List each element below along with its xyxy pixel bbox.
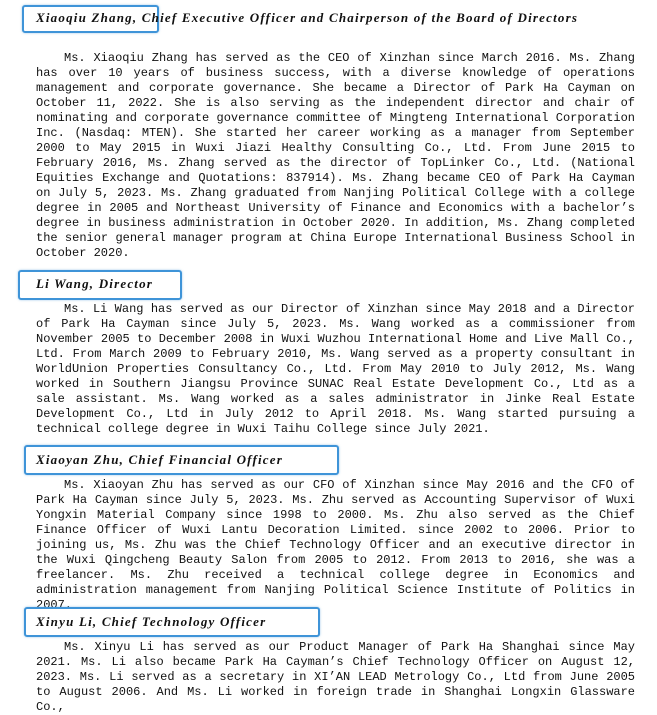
bio-paragraph-li-wang: Ms. Li Wang has served as our Director of Xinzhan since May 2018 and a Director of Park Ha Cayman since July 5, 2023. Ms. Wang worked as a commissioner from November 2005 to December 2008 in Wuxi Wuzhou International Home and Live Mall Co., Ltd. From March 2009 to February 2010, Ms. Wang served as a property consultant in WorldUnion Properties Consultancy Co., Ltd. From May 2010 to July 2012, Ms. Wang worked in Southern Jiangsu Province SUNAC Real Estate Development Co., Ltd as a sale assistant. Ms. Wang worked as a sales administrator in Jinke Real Estate Development Co., Ltd in July 2012 to April 2018. Ms. Wang started pursuing a technical college degree in Wuxi Taihu College since July 2021. [36,302,635,436]
bio-paragraph-xiaoyan-zhu: Ms. Xiaoyan Zhu has served as our CFO of Xinzhan since May 2016 and the CFO of Park Ha Cayman since July 5, 2023. Ms. Zhu served as Accounting Supervisor of Wuxi Yongxin Material Company since 1998 to 2000. Ms. Zhu also served as the Chief Finance Officer of Wuxi Lantu Decoration Limited. since 2002 to 2006. Prior to joining us, Ms. Zhu was the Chief Technology Officer and an executive director in the Wuxi Qingcheng Beauty Salon from 2005 to 2012. From 2013 to 2016, she was a freelancer. Ms. Zhu received a technical college degree in Economics and administration management from Nanjing Political Science Institute of Politics in 2007. [36,478,635,612]
bio-paragraph-xiaoqiu-zhang: Ms. Xiaoqiu Zhang has served as the CEO of Xinzhan since March 2016. Ms. Zhang has over 10 years of business success, with a diverse knowledge of operations management and corporate governance. She became a Director of Park Ha Cayman on October 11, 2022. She is also serving as the independent director and chair of nominating and corporate governance committee of Mingteng International Corporation Inc. (Nasdaq: MTEN). She started her career working as a manager from September 2000 to May 2015 in Wuxi Jiazi Healthy Consulting Co., Ltd. From June 2015 to February 2016, Ms. Zhang served as the director of TopLinker Co., Ltd. (National Equities Exchange and Quotations: 837914). Ms. Zhang became CEO of Park Ha Cayman on July 5, 2023. Ms. Zhang graduated from Nanjing Political College with a college degree in 2005 and Northeast University of Finance and Economics with a bachelor’s degree in business administration in October 2020. In addition, Ms. Zhang completed the senior general manager program at China Europe International Business School in October 2020. [36,51,635,260]
bio-heading-xiaoyan-zhu: Xiaoyan Zhu, Chief Financial Officer [36,452,284,467]
bio-heading-li-wang: Li Wang, Director [36,276,154,291]
bio-paragraph-xinyu-li: Ms. Xinyu Li has served as our Product Manager of Park Ha Shanghai since May 2021. Ms. Li also became Park Ha Cayman’s Chief Technology Officer on August 12, 2023. Ms. Li served as a secretary in XI’AN LEAD Metrology Co., Ltd from June 2005 to August 2006. And Ms. Li worked in foreign trade in Shanghai Longxin Glassware Co., [36,640,635,714]
bio-heading-xiaoqiu-zhang: Xiaoqiu Zhang, Chief Executive Officer and Chairperson of the Board of Directors [36,10,579,25]
bio-heading-xinyu-li: Xinyu Li, Chief Technology Officer [36,614,267,629]
